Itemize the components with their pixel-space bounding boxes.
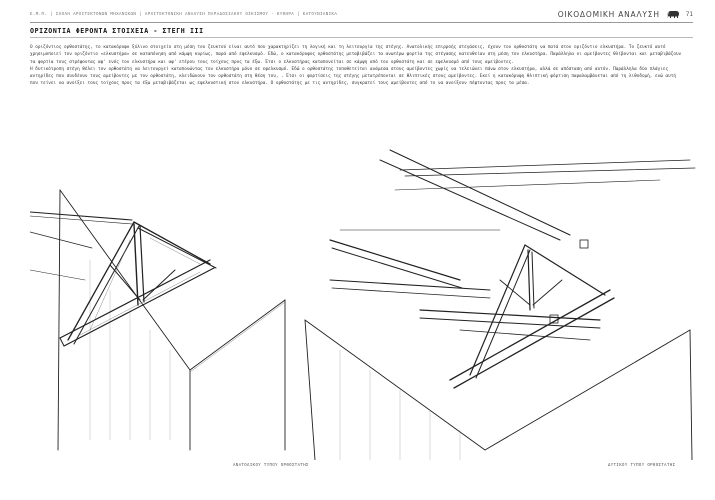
paragraph-western: Η δυτικότροπη στέγη θέλει τον ορθοστάτη να λειτουργεί καταπονώντας τον ελκυστήρα μόνο σε εφελκυσμό. Εδώ ο ορθοστάτης τοποθετείται ανάμεσα στους αμείβοντες χωρίς να τελειώνει πάνω στον ελκυστήρα, αλλά σε απόσταση από αυτόν. Παράλληλα δύο πλάγιες αντηρίδες που συνδέουν τους αμείβοντες με τον ορθοστάτη, κλειδώνουν τον ορθοστάτη στη θέση του, . Έτσι οι φορτίσεις της στέγης μετατρέπονται σε θλιπτικές στους αμείβοντες. Εκεί η κατακόρυφη θλιπτική φόρτιση παραλαμβάνεται από τη λιθοδομή, ενώ αυτή που τείνει να ανοίξει τους τοίχους προς τα έξω μεταβιβάζεται ως εφελκυστική στον ελκυστήρα. Ο ορθοστάτης με τις αντηρίδες, συγκρατεί τους αμείβοντες από το να ανοίξουν πέφτοντας προς τα μέσα. — [30, 66, 676, 87]
section-name: ΟΙΚΟΔΟΜΙΚΗ ΑΝΑΛΥΣΗ — [557, 9, 660, 19]
caption-eastern: ΑΝΑΤΟΛΙΚΟΥ ΤΥΠΟΥ ΟΡΘΟΣΤΑΤΗΣ — [233, 462, 309, 467]
page-header — [30, 9, 693, 23]
header-breadcrumb: Ε.Μ.Π. | ΣΧΟΛΗ ΑΡΧΙΤΕΚΤΟΝΩΝ ΜΗΧΑΝΙΚΩΝ | ΑΡΧΙΤΕΚΤΟΝΙΚΗ ΑΝΑΛΥΣΗ ΠΑΡΑΔΟΣΙΑΚΟΥ ΟΙΚΙΣΜΟΥ - ΚΥΘΗΡΑ | ΚΑΤΟΥΝΙΑΝΙΚΑ — [30, 11, 338, 16]
header-right — [558, 9, 693, 19]
western-truss-drawing — [300, 140, 700, 460]
elephant-icon — [666, 9, 680, 19]
page-title: ΟΡΙΖΟΝΤΙΑ ΦΕΡΟΝΤΑ ΣΤΟΙΧΕΙΑ - ΣΤΕΓΗ III — [30, 27, 204, 35]
page-number: 71 — [685, 10, 693, 18]
body-text — [30, 44, 685, 88]
caption-western: ΔΥΤΙΚΟΥ ΤΥΠΟΥ ΟΡΘΟΣΤΑΤΗΣ — [608, 462, 676, 467]
title-rule — [30, 37, 693, 38]
paragraph-eastern: Ο οριζόντιος ορθοστάτης, το κατακόρυφο ξύλινο στοιχείο στη μέση του ζευκτού είναι αυτό που χαρακτηρίζει τη λογική και τη λειτουργία της στέγης. Ανατολικής επιρροής στεγάσεις, έχουν τον ορθοστάτη να πατά στον οριζόντιο ελκυστήρα. Το ζευκτό αυτό χρησιμοποιεί τον οριζόντιο «ελκυστήρα» σε καταπόνηση από κάμψη κυρίως, παρά από εφελκυσμό. Εδώ, ο κατακόρυφος ορθοστάτης μεταβιβάζει τα ανωτέρω φορτία της στέγασης κατευθείαν στη μέση του ελκυστήρα. Παράλληλα οι αμείβοντες θλίβονται και μεταβιβάζουν τα φορτία τους στρέφοντας αφ' ενός τον ελκυστήρα και αφ' ετέρου τους τοίχους προς τα έξω. Έτσι ο ελκυστήρας καταπονείται σε κάμψη από τον ορθοστάτη και σε εφελκυσμό από τους αμείβοντες. — [30, 45, 682, 65]
header-rule — [30, 22, 693, 23]
